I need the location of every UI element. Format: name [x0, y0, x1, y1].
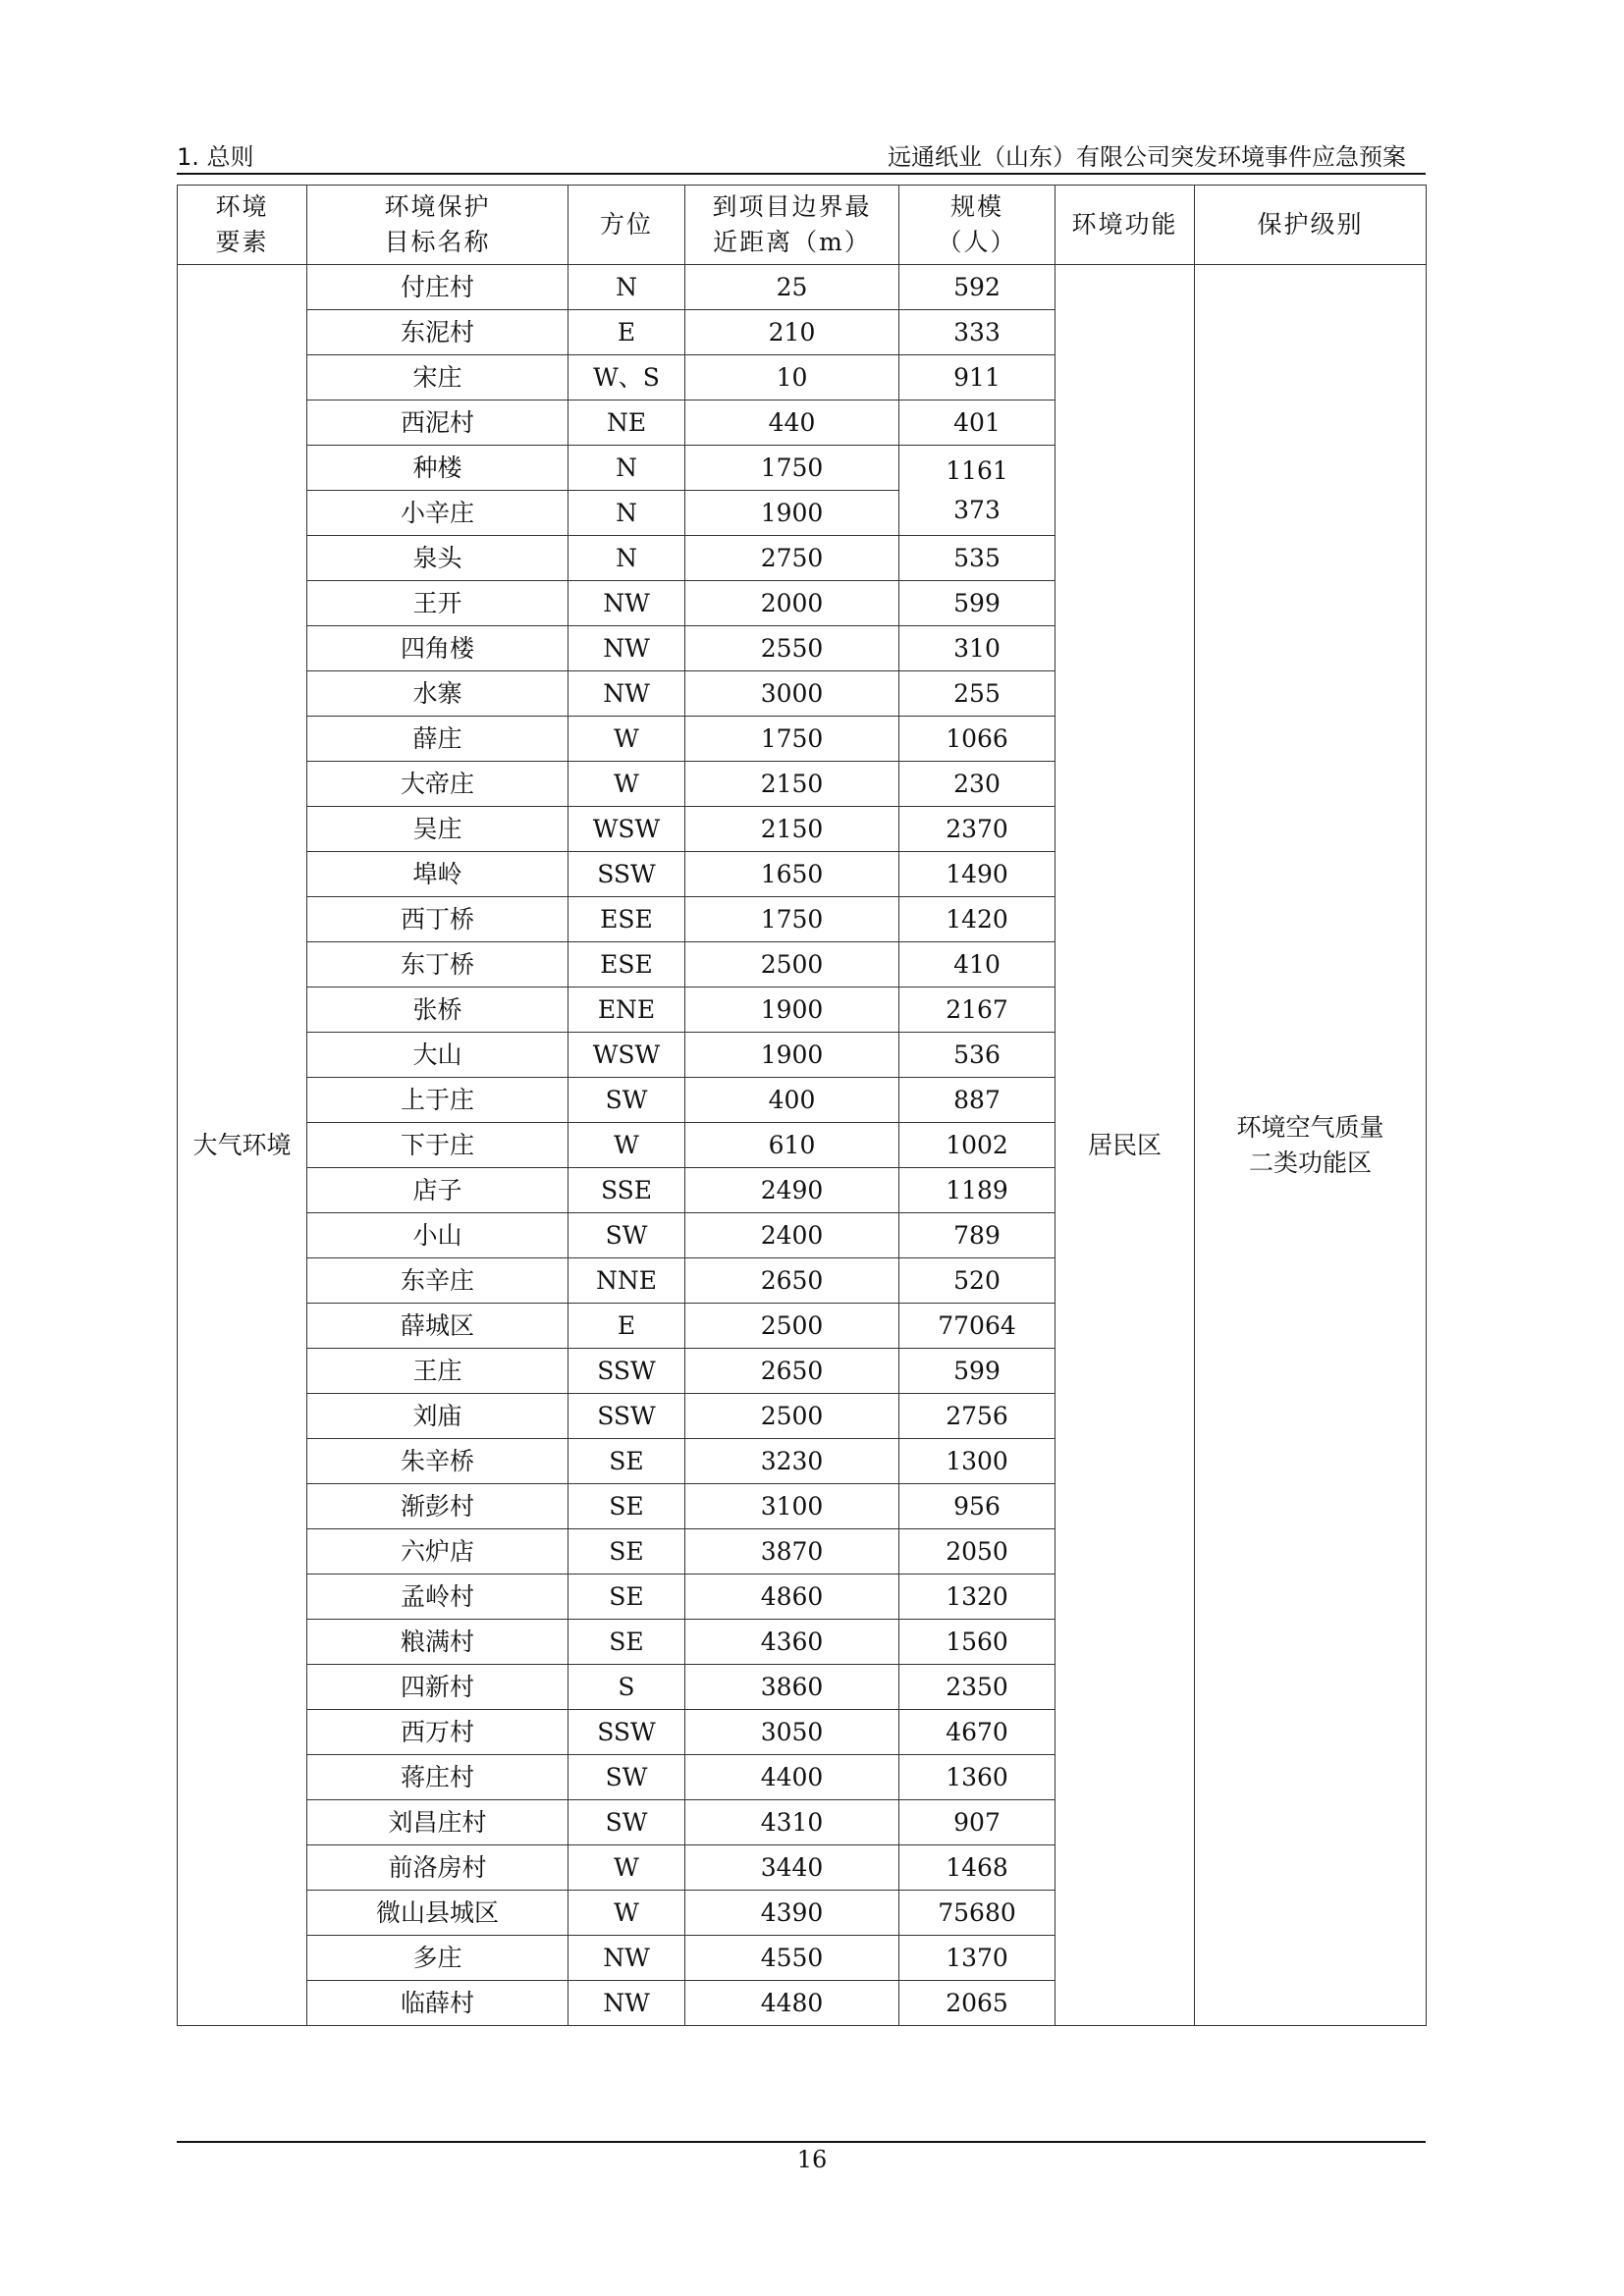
- scale: 77064: [899, 1304, 1056, 1349]
- header-target: [307, 186, 568, 265]
- direction: NNE: [568, 1258, 685, 1304]
- scale: 789: [899, 1213, 1056, 1258]
- direction: W: [568, 762, 685, 807]
- header-level: 保护级别: [1195, 186, 1427, 265]
- target-name: 大山: [307, 1033, 568, 1078]
- scale: 2050: [899, 1529, 1056, 1575]
- direction: SE: [568, 1439, 685, 1484]
- target-name: 孟岭村: [307, 1575, 568, 1620]
- distance: 1900: [685, 988, 899, 1033]
- direction: N: [568, 446, 685, 491]
- direction: S: [568, 1665, 685, 1710]
- scale: 75680: [899, 1891, 1056, 1936]
- level-line1: 环境空气质量: [1236, 1112, 1384, 1142]
- direction: SE: [568, 1620, 685, 1665]
- environment-protection-table: [177, 185, 1427, 2026]
- scale: 255: [899, 671, 1056, 717]
- header-direction: 方位: [568, 186, 685, 265]
- scale: 401: [899, 400, 1056, 446]
- footer-divider: [177, 2141, 1426, 2143]
- scale: 2065: [899, 1981, 1056, 2026]
- target-name: 埠岭: [307, 852, 568, 897]
- direction: NW: [568, 581, 685, 626]
- distance: 1750: [685, 717, 899, 762]
- header-element-line1: 环境: [215, 192, 269, 221]
- direction: SW: [568, 1755, 685, 1800]
- header-scale: [899, 186, 1056, 265]
- direction: N: [568, 536, 685, 581]
- scale: 2370: [899, 807, 1056, 852]
- scale-merged: [899, 446, 1056, 536]
- page-number: 16: [796, 2146, 828, 2173]
- direction: SW: [568, 1078, 685, 1123]
- distance: 4310: [685, 1800, 899, 1845]
- header-element-line2: 要素: [215, 228, 269, 256]
- target-name: 薛城区: [307, 1304, 568, 1349]
- direction: SSW: [568, 852, 685, 897]
- direction: E: [568, 310, 685, 355]
- direction: ENE: [568, 988, 685, 1033]
- distance: 440: [685, 400, 899, 446]
- scale: 1002: [899, 1123, 1056, 1168]
- target-name: 临薛村: [307, 1981, 568, 2026]
- level-cell: [1195, 265, 1427, 2026]
- target-name: 微山县城区: [307, 1891, 568, 1936]
- target-name: 西丁桥: [307, 897, 568, 942]
- direction: N: [568, 491, 685, 536]
- distance: 2000: [685, 581, 899, 626]
- scale: 592: [899, 265, 1056, 310]
- target-name: 刘庙: [307, 1394, 568, 1439]
- target-name: 王庄: [307, 1349, 568, 1394]
- table-row: [178, 265, 1427, 310]
- distance: 610: [685, 1123, 899, 1168]
- distance: 3100: [685, 1484, 899, 1529]
- direction: E: [568, 1304, 685, 1349]
- direction: NW: [568, 1936, 685, 1981]
- target-name: 张桥: [307, 988, 568, 1033]
- distance: 2750: [685, 536, 899, 581]
- target-name: 六炉店: [307, 1529, 568, 1575]
- direction: SE: [568, 1484, 685, 1529]
- distance: 3440: [685, 1845, 899, 1891]
- scale: 333: [899, 310, 1056, 355]
- scale: 956: [899, 1484, 1056, 1529]
- direction: SW: [568, 1213, 685, 1258]
- target-name: 泉头: [307, 536, 568, 581]
- target-name: 四新村: [307, 1665, 568, 1710]
- direction: ESE: [568, 897, 685, 942]
- distance: 10: [685, 355, 899, 400]
- direction: SSW: [568, 1710, 685, 1755]
- direction: NE: [568, 400, 685, 446]
- header-divider: [177, 173, 1426, 175]
- scale: 1161: [946, 455, 1008, 485]
- scale: 536: [899, 1033, 1056, 1078]
- scale: 1560: [899, 1620, 1056, 1665]
- scale: 599: [899, 581, 1056, 626]
- distance: 1900: [685, 491, 899, 536]
- scale: 230: [899, 762, 1056, 807]
- header-scale-line1: 规模: [949, 192, 1003, 221]
- direction: NW: [568, 1981, 685, 2026]
- target-name: 吴庄: [307, 807, 568, 852]
- target-name: 小山: [307, 1213, 568, 1258]
- distance: 1750: [685, 446, 899, 491]
- scale: 4670: [899, 1710, 1056, 1755]
- header-target-line1: 环境保护: [384, 192, 491, 221]
- scale: 1490: [899, 852, 1056, 897]
- distance: 2650: [685, 1258, 899, 1304]
- distance: 210: [685, 310, 899, 355]
- header-element: [178, 186, 307, 265]
- target-name: 水寨: [307, 671, 568, 717]
- scale: 310: [899, 626, 1056, 671]
- scale: 911: [899, 355, 1056, 400]
- direction: SSW: [568, 1394, 685, 1439]
- scale: 1420: [899, 897, 1056, 942]
- direction: WSW: [568, 1033, 685, 1078]
- target-name: 朱辛桥: [307, 1439, 568, 1484]
- function-cell: 居民区: [1056, 265, 1195, 2026]
- direction: NW: [568, 626, 685, 671]
- target-name: 东丁桥: [307, 942, 568, 988]
- distance: 2500: [685, 942, 899, 988]
- distance: 2500: [685, 1304, 899, 1349]
- direction: W: [568, 717, 685, 762]
- distance: 25: [685, 265, 899, 310]
- scale: 410: [899, 942, 1056, 988]
- direction: W、S: [568, 355, 685, 400]
- header-distance: [685, 186, 899, 265]
- distance: 2150: [685, 762, 899, 807]
- target-name: 上于庄: [307, 1078, 568, 1123]
- direction: NW: [568, 671, 685, 717]
- scale: 373: [953, 495, 1001, 524]
- document-title: 远通纸业（山东）有限公司突发环境事件应急预案: [888, 143, 1406, 171]
- distance: 4390: [685, 1891, 899, 1936]
- target-name: 店子: [307, 1168, 568, 1213]
- distance: 3860: [685, 1665, 899, 1710]
- distance: 1900: [685, 1033, 899, 1078]
- direction: SSW: [568, 1349, 685, 1394]
- direction: W: [568, 1891, 685, 1936]
- element-cell: 大气环境: [178, 265, 307, 2026]
- distance: 3870: [685, 1529, 899, 1575]
- scale: 1370: [899, 1936, 1056, 1981]
- direction: W: [568, 1845, 685, 1891]
- distance: 400: [685, 1078, 899, 1123]
- target-name: 东泥村: [307, 310, 568, 355]
- scale: 1066: [899, 717, 1056, 762]
- distance: 2490: [685, 1168, 899, 1213]
- scale: 1189: [899, 1168, 1056, 1213]
- level-line2: 二类功能区: [1248, 1148, 1372, 1177]
- scale: 1468: [899, 1845, 1056, 1891]
- header-scale-line2: （人）: [937, 228, 1017, 256]
- target-name: 渐彭村: [307, 1484, 568, 1529]
- target-name: 西万村: [307, 1710, 568, 1755]
- distance: 1650: [685, 852, 899, 897]
- distance: 2150: [685, 807, 899, 852]
- scale: 1320: [899, 1575, 1056, 1620]
- direction: SSE: [568, 1168, 685, 1213]
- target-name: 小辛庄: [307, 491, 568, 536]
- target-name: 付庄村: [307, 265, 568, 310]
- target-name: 多庄: [307, 1936, 568, 1981]
- direction: SE: [568, 1575, 685, 1620]
- direction: SE: [568, 1529, 685, 1575]
- distance: 3230: [685, 1439, 899, 1484]
- scale: 907: [899, 1800, 1056, 1845]
- target-name: 薛庄: [307, 717, 568, 762]
- distance: 4550: [685, 1936, 899, 1981]
- direction: N: [568, 265, 685, 310]
- target-name: 大帝庄: [307, 762, 568, 807]
- scale: 1360: [899, 1755, 1056, 1800]
- scale: 2167: [899, 988, 1056, 1033]
- distance: 4860: [685, 1575, 899, 1620]
- scale: 2756: [899, 1394, 1056, 1439]
- distance: 4480: [685, 1981, 899, 2026]
- target-name: 四角楼: [307, 626, 568, 671]
- scale: 2350: [899, 1665, 1056, 1710]
- distance: 4400: [685, 1755, 899, 1800]
- header-distance-line1: 到项目边界最: [712, 192, 872, 221]
- header-distance-line2: 近距离（m）: [713, 228, 871, 256]
- direction: ESE: [568, 942, 685, 988]
- header-function: 环境功能: [1056, 186, 1195, 265]
- target-name: 粮满村: [307, 1620, 568, 1665]
- section-label: 1. 总则: [177, 143, 254, 171]
- scale: 1300: [899, 1439, 1056, 1484]
- scale: 535: [899, 536, 1056, 581]
- target-name: 王开: [307, 581, 568, 626]
- table-header-row: [178, 186, 1427, 265]
- direction: W: [568, 1123, 685, 1168]
- distance: 3000: [685, 671, 899, 717]
- distance: 2400: [685, 1213, 899, 1258]
- target-name: 东辛庄: [307, 1258, 568, 1304]
- distance: 4360: [685, 1620, 899, 1665]
- distance: 2650: [685, 1349, 899, 1394]
- target-name: 宋庄: [307, 355, 568, 400]
- scale: 887: [899, 1078, 1056, 1123]
- distance: 3050: [685, 1710, 899, 1755]
- target-name: 下于庄: [307, 1123, 568, 1168]
- target-name: 刘昌庄村: [307, 1800, 568, 1845]
- header-target-line2: 目标名称: [384, 228, 491, 256]
- scale: 520: [899, 1258, 1056, 1304]
- target-name: 种楼: [307, 446, 568, 491]
- scale: 599: [899, 1349, 1056, 1394]
- direction: SW: [568, 1800, 685, 1845]
- target-name: 西泥村: [307, 400, 568, 446]
- target-name: 蒋庄村: [307, 1755, 568, 1800]
- distance: 2550: [685, 626, 899, 671]
- distance: 2500: [685, 1394, 899, 1439]
- target-name: 前洛房村: [307, 1845, 568, 1891]
- direction: WSW: [568, 807, 685, 852]
- distance: 1750: [685, 897, 899, 942]
